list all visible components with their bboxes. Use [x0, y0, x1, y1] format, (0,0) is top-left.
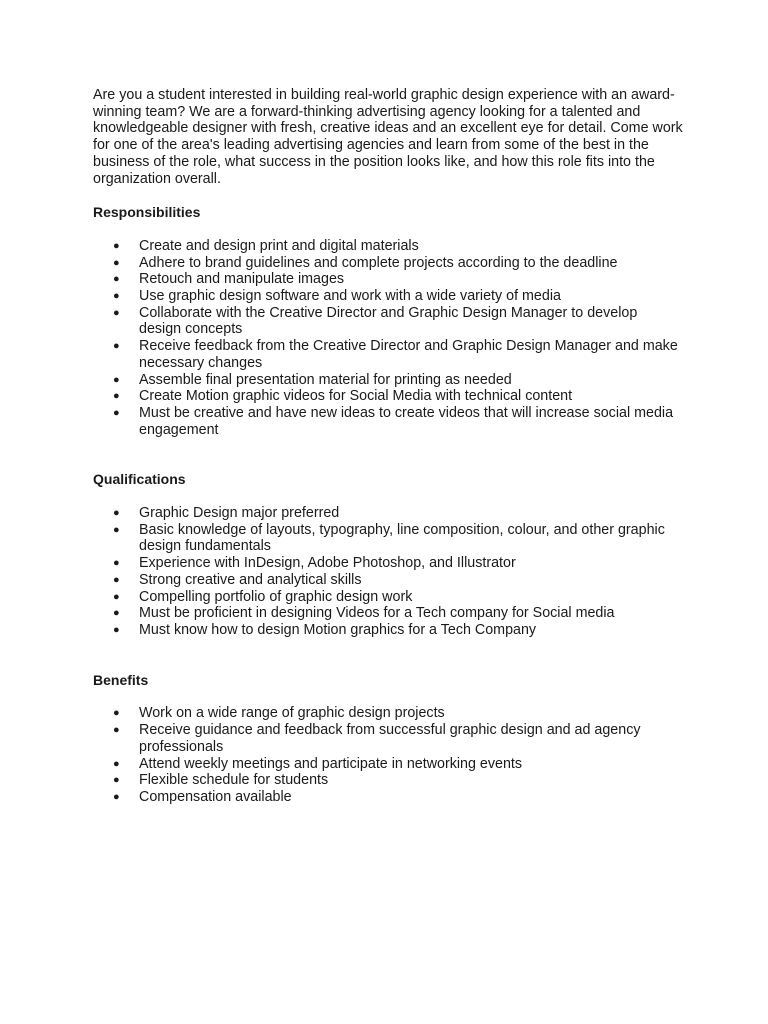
list-item [93, 255, 683, 272]
bullet-icon: ● [113, 757, 120, 770]
bullet-icon: ● [113, 623, 120, 636]
bullet-icon: ● [113, 340, 120, 353]
list-item [93, 271, 683, 288]
list-item [93, 555, 683, 572]
bullet-icon: ● [113, 390, 120, 403]
list-item-text: Create Motion graphic videos for Social Media with technical content [139, 388, 573, 405]
list-item-text: Graphic Design major preferred [139, 505, 340, 522]
list-item [93, 572, 683, 589]
responsibilities-list [93, 238, 683, 438]
bullet-icon: ● [113, 590, 120, 603]
list-item-text: Retouch and manipulate images [139, 271, 345, 288]
list-item-text: Create and design print and digital materials [139, 237, 419, 254]
list-item-text: Receive guidance and feedback from successful graphic design and ad agency professionals [139, 722, 641, 755]
list-item-text: Compensation available [139, 788, 292, 805]
bullet-icon: ● [113, 573, 120, 586]
benefits-list [93, 705, 683, 805]
list-item [93, 505, 683, 522]
list-item-text: Collaborate with the Creative Director and Graphic Design Manager to develop design concepts [139, 304, 638, 338]
list-item-text: Basic knowledge of layouts, typography, line composition, colour, and other graphic design fundamentals [139, 521, 665, 555]
bullet-icon: ● [113, 406, 120, 419]
list-item [93, 605, 683, 622]
bullet-icon: ● [113, 724, 120, 737]
list-item [93, 756, 683, 773]
bullet-icon: ● [113, 306, 120, 319]
bullet-icon: ● [113, 373, 120, 386]
list-item-text: Work on a wide range of graphic design projects [139, 705, 445, 722]
list-item-text: Strong creative and analytical skills [139, 571, 362, 588]
bullet-icon: ● [113, 273, 120, 286]
list-item-text: Must be creative and have new ideas to create videos that will increase social media engagement [139, 404, 674, 438]
responsibilities-heading: Responsibilities [93, 204, 201, 221]
bullet-icon: ● [113, 290, 120, 303]
document-page [93, 87, 683, 806]
list-item [93, 405, 683, 438]
list-item-text: Assemble final presentation material for printing as needed [139, 371, 512, 388]
list-item [93, 522, 683, 555]
bullet-icon: ● [113, 774, 120, 787]
bullet-icon: ● [113, 507, 120, 520]
bullet-icon: ● [113, 607, 120, 620]
list-item [93, 288, 683, 305]
list-item [93, 372, 683, 389]
bullet-icon: ● [113, 239, 120, 252]
list-item [93, 338, 683, 371]
list-item [93, 305, 683, 338]
bullet-icon: ● [113, 707, 120, 720]
list-item [93, 622, 683, 639]
list-item [93, 705, 683, 722]
bullet-icon: ● [113, 790, 120, 803]
list-item-text: Must know how to design Motion graphics for a Tech Company [139, 621, 537, 638]
list-item-text: Receive feedback from the Creative Director and Graphic Design Manager and make necessary changes [139, 338, 678, 371]
list-item-text: Adhere to brand guidelines and complete projects according to the deadline [139, 254, 618, 271]
list-item [93, 789, 683, 806]
bullet-icon: ● [113, 557, 120, 570]
intro-paragraph: Are you a student interested in building real-world graphic design experience with an award-winning team? We are a forward-thinking advertising agency looking for a talented and knowledgeable designer with fresh, creative ideas and an excellent eye for detail. Come work for one of the area's leading advertising agencies and learn from some of the best in the business of the role, what success in the position looks like, and how this role fits into the organization overall. [93, 87, 683, 187]
list-item [93, 772, 683, 789]
list-item [93, 722, 683, 755]
list-item-text: Experience with InDesign, Adobe Photoshop, and Illustrator [139, 555, 516, 572]
list-item-text: Compelling portfolio of graphic design work [139, 588, 413, 605]
bullet-icon: ● [113, 256, 120, 269]
list-item-text: Flexible schedule for students [139, 772, 329, 789]
list-item [93, 238, 683, 255]
qualifications-list [93, 505, 683, 639]
list-item [93, 589, 683, 606]
list-item [93, 388, 683, 405]
benefits-heading: Benefits [93, 671, 149, 688]
qualifications-heading: Qualifications [93, 471, 186, 488]
list-item-text: Use graphic design software and work with a wide variety of media [139, 288, 561, 305]
list-item-text: Must be proficient in designing Videos for a Tech company for Social media [139, 605, 615, 622]
list-item-text: Attend weekly meetings and participate in networking events [139, 755, 523, 772]
bullet-icon: ● [113, 523, 120, 536]
